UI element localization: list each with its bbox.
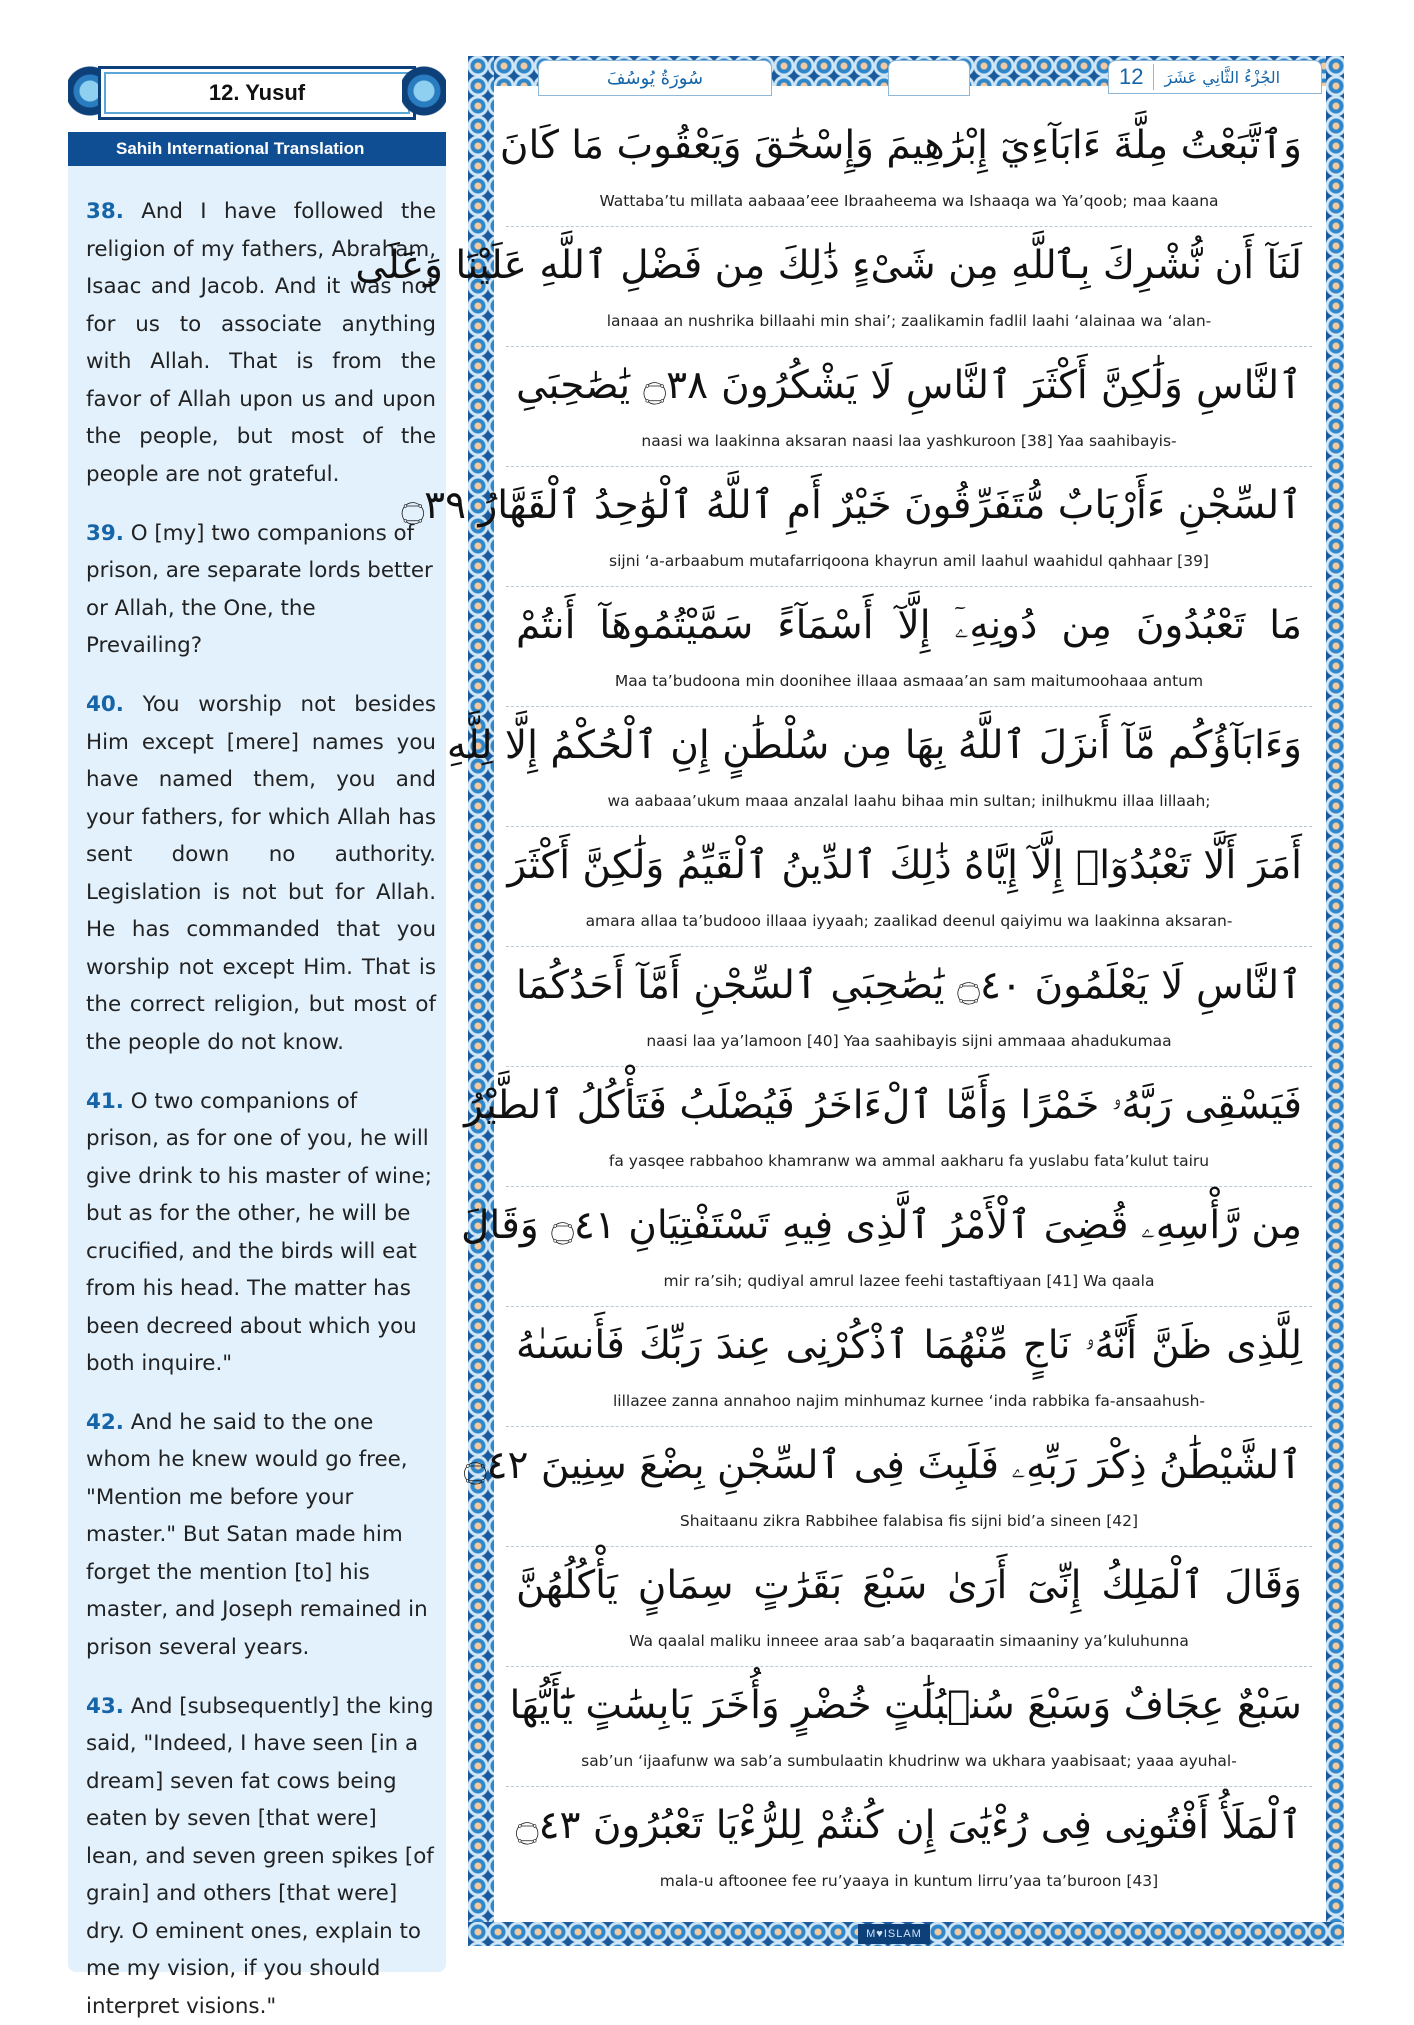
quran-line [401,466,1312,587]
transliteration: lillazee zanna annahoo najim minhumaz kurnee ‘inda rabbika fa-ansaahush- [612,1392,1206,1410]
arabic-text: ٱلشَّيْطَٰنُ ذِكْرَ رَبِّهِۦ فَلَبِثَ فِى ٱلسِّجْنِ بِضْعَ سِنِينَ ۝٤٢ [463,1443,1302,1488]
transliteration: naasi wa laakinna aksaran naasi laa yashkuroon [38] Yaa saahibayis- [641,432,1177,450]
quran-line [446,706,1312,827]
quran-line [506,1546,1312,1667]
arabic-text: سَبْعٌ عِجَافٌ وَسَبْعَ سُنۢبُلَٰتٍ خُضْرٍ وَأُخَرَ يَابِسَٰتٍ يَٰٓأَيُّهَا [509,1683,1302,1728]
ornament-right-icon [402,58,446,124]
quran-page [355,56,1344,1946]
translation-column [68,58,446,2019]
arabic-text: مِن رَّأْسِهِۦ قُضِىَ ٱلْأَمْرُ ٱلَّذِى فِيهِ تَسْتَفْتِيَانِ ۝٤١ وَقَالَ [460,1203,1302,1248]
verse-text: O two companions of prison, as for one of you, he will give drink to his master of wine; but as for the other, he will be crucified, and the birds will eat from his head. The matter has been decreed about which you both inquire." [86,1088,432,1377]
verse-number: 39. [86,520,124,546]
quran-line [463,1426,1312,1547]
surah-name-arabic: سُورَةُ يُوسُفَ [606,67,704,89]
verse-number: 42. [86,1409,124,1435]
arabic-text: ٱلنَّاسِ لَا يَعْلَمُونَ ۝٤٠ يَٰصَٰحِبَىِ ٱلسِّجْنِ أَمَّآ أَحَدُكُمَا [516,963,1302,1008]
transliteration: sab’un ‘ijaafunw wa sab’a sumbulaatin khudrinw wa ukhara yaabisaat; yaaa ayuhal- [581,1752,1237,1770]
surah-name-tab [538,60,772,96]
quran-line [506,1666,1312,1787]
juz-name: الجُزْءُ الثَّانِي عَشَرَ [1164,67,1281,87]
page-number: 12 [1119,64,1154,90]
verse-text: You worship not besides Him except [mere] names you have named them, you and your fathers, for which Allah has sent down no authority. Legislation is not but for Allah. He has commanded that you worship not except Him. That is the correct religion, but most of the people do not know. [86,692,436,1055]
transliteration: amara allaa ta’budooo illaaa iyyaah; zaalikad deenul qaiyimu wa laakinna aksaran- [585,912,1233,930]
arabic-text: فَيَسْقِى رَبَّهُۥ خَمْرًا وَأَمَّا ٱلْءَاخَرُ فَيُصْلَبُ فَتَأْكُلُ ٱلطَّيْرُ [464,1083,1302,1128]
surah-title: 12. Yusuf [208,80,306,105]
transliteration: Maa ta’budoona min doonihee illaaa asmaaa’an sam maitumoohaaa antum [614,672,1204,690]
transliteration: wa aabaaa’ukum maaa anzalal laahu bihaa min sultan; inilhukmu illaa lillaah; [607,792,1211,810]
transliteration: sijni ‘a-arbaabum mutafarriqoona khayrun amil laahul waahidul qahhaar [39] [609,552,1209,570]
arabic-text: مَا تَعْبُدُونَ مِن دُونِهِۦٓ إِلَّآ أَسْمَآءً سَمَّيْتُمُوهَآ أَنتُمْ [516,603,1302,648]
arabic-text: ٱلسِّجْنِ ءَأَرْبَابٌ مُّتَفَرِّقُونَ خَيْرٌ أَمِ ٱللَّهُ ٱلْوَٰحِدُ ٱلْقَهَّارُ ۝٣٩ [401,483,1302,528]
verse-text: And he said to the one whom he knew would go free, "Mention me before your master." But Satan made him forget the mention [to] his master, and Joseph remained in prison several years. [86,1409,428,1660]
verse-39 [86,515,436,665]
arabic-text: لَنَآ أَن نُّشْرِكَ بِٱللَّهِ مِن شَىْءٍ ذَٰلِكَ مِن فَضْلِ ٱللَّهِ عَلَيْنَا وَعَلَى [355,243,1302,288]
arabic-text: لِلَّذِى ظَنَّ أَنَّهُۥ نَاجٍ مِّنْهُمَا ٱذْكُرْنِى عِندَ رَبِّكَ فَأَنسَىٰهُ [516,1323,1302,1368]
arabic-text: وَءَابَآؤُكُم مَّآ أَنزَلَ ٱللَّهُ بِهَا مِن سُلْطَٰنٍ إِنِ ٱلْحُكْمُ إِلَّا لِلَّهِ [446,723,1302,768]
quran-line [355,226,1312,347]
verse-text: And I have followed the religion of my fathers, Abraham, Isaac and Jacob. And it was not for us to associate anything with Allah. That is from the favor of Allah upon us and upon the people, but most of the people are not grateful. [86,199,436,487]
transliteration: mala-u aftoonee fee ru’yaaya in kuntum lirru’yaa ta’buroon [43] [659,1872,1159,1890]
transliteration: naasi laa ya’lamoon [40] Yaa saahibayis sijni ammaaa ahadukumaa [646,1032,1172,1050]
quran-line [506,346,1312,467]
ornament-border-left [468,56,494,1946]
verse-text: O [my] two companions of prison, are separate lords better or Allah, the One, the Prevailing? [86,520,433,659]
transliteration: Wattaba’tu millata aabaaa’eee Ibraaheema wa Ishaaqa wa Ya’qoob; maa kaana [599,192,1219,210]
translation-header: Sahih International Translation [68,132,446,166]
verse-list [68,166,446,2025]
verse-number: 41. [86,1088,124,1114]
quran-line [464,1066,1312,1187]
surah-title-box [98,66,416,120]
transliteration: fa yasqee rabbahoo khamranw wa ammal aakharu fa yuslabu fata’kulut tairu [608,1152,1210,1170]
footer-logo: M♥ISLAM [858,1924,930,1944]
verse-text: And [subsequently] the king said, "Indeed, I have seen [in a dream] seven fat cows being eaten by seven [that were] lean, and seven green spikes [of grain] and others [that were] dry. O eminent ones, explain to me my vision, if you should interpret visions." [86,1693,434,2019]
juz-tab [1108,60,1322,94]
transliteration: lanaaa an nushrika billaahi min shai’; zaalikamin fadlil laahi ‘alainaa wa ‘alan- [606,312,1212,330]
transliteration: Shaitaanu zikra Rabbihee falabisa fis sijni bid’a sineen [42] [679,1512,1139,1530]
arabic-text: أَمَرَ أَلَّا تَعْبُدُوٓا۟ إِلَّآ إِيَّاهُ ذَٰلِكَ ٱلدِّينُ ٱلْقَيِّمُ وَلَٰكِنَّ أَكْثَرَ [507,843,1302,888]
surah-title-frame [68,58,446,124]
arabic-text: وَقَالَ ٱلْمَلِكُ إِنِّىٓ أَرَىٰ سَبْعَ بَقَرَٰتٍ سِمَانٍ يَأْكُلُهُنَّ [516,1563,1302,1608]
verse-42 [86,1404,436,1667]
quran-line [506,586,1312,707]
verse-number: 38. [86,199,124,225]
transliteration: mir ra’sih; qudiyal amrul lazee feehi tastaftiyaan [41] Wa qaala [663,1272,1155,1290]
verse-40 [86,686,436,1061]
quran-line [460,1186,1312,1307]
ornament-border-bottom [468,1922,1344,1946]
blank-tab [888,60,970,96]
quran-line [506,826,1312,947]
quran-line [506,1306,1312,1427]
arabic-text: ٱلنَّاسِ وَلَٰكِنَّ أَكْثَرَ ٱلنَّاسِ لَا يَشْكُرُونَ ۝٣٨ يَٰصَٰحِبَىِ [516,363,1302,408]
arabic-text: ٱلْمَلَأُ أَفْتُونِى فِى رُءْيَٰىَ إِن كُنتُمْ لِلرُّءْيَا تَعْبُرُونَ ۝٤٣ [515,1803,1302,1848]
verse-43 [86,1688,436,2025]
verse-number: 43. [86,1693,124,1719]
translation-panel [68,132,446,2019]
verse-41 [86,1083,436,1383]
quran-line [506,946,1312,1067]
verse-number: 40. [86,692,124,718]
arabic-text: وَٱتَّبَعْتُ مِلَّةَ ءَابَآءِيٓ إِبْرَٰهِيمَ وَإِسْحَٰقَ وَيَعْقُوبَ مَا كَانَ [499,123,1302,168]
quran-line [506,1786,1312,1906]
ornament-border-right [1326,56,1344,1946]
quran-line [499,106,1312,227]
transliteration: Wa qaalal maliku inneee araa sab’a baqaraatin simaaniny ya’kuluhunna [629,1632,1189,1650]
